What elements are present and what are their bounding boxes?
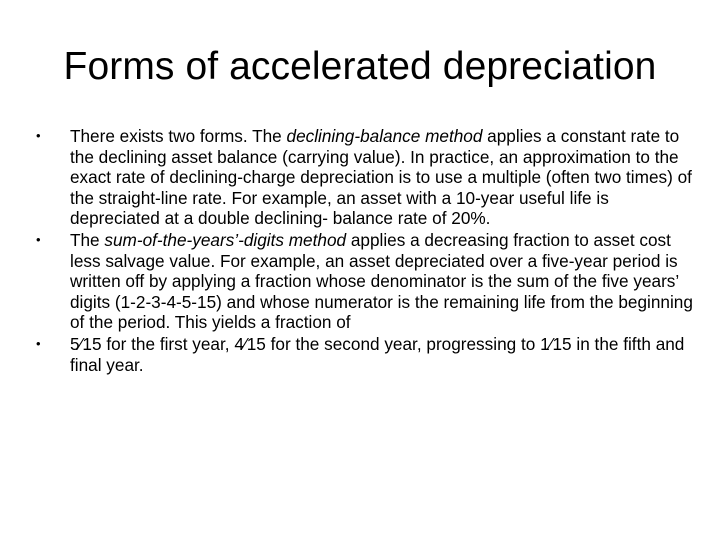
bullet-text-pre: The xyxy=(70,229,105,250)
bullet-icon: • xyxy=(36,335,41,351)
bullet-item-declining-balance xyxy=(36,126,696,229)
bullet-item-fractions xyxy=(36,334,696,375)
bullet-text-emphasis: sum-of-the-years’-digits method xyxy=(104,229,347,250)
bullet-text-pre: There exists two forms. The xyxy=(70,126,287,146)
bullet-text-pre: 5⁄15 for the first year, 4⁄15 for the second year, progressing to 1⁄15 in the fifth and final year. xyxy=(70,333,685,375)
bullet-text-post: applies a decreasing fraction to asset cost less salvage value. For example, an asset depreciated over a five-year period is written off by applying a fraction whose denominator is the sum of the five years’ digits (1-2-3-4-5-15) and whose numerator is the remaining life from the beginning of the period. This yields a fraction of xyxy=(70,229,693,333)
bullet-icon: • xyxy=(36,231,41,247)
bullet-icon: • xyxy=(36,128,41,143)
bullet-list xyxy=(36,126,696,376)
bullet-item-sum-of-years-digits xyxy=(36,230,696,333)
bullet-text-post: applies a constant rate to the declining asset balance (carrying value). In practice, an approximation to the exact rate of declining-charge depreciation is to use a multiple (often two times) of the straight-line rate. For example, an asset with a 10-year useful life is depreciated at a double declining- balance rate of 20%. xyxy=(70,126,692,229)
slide-title: Forms of accelerated depreciation xyxy=(63,45,657,88)
bullet-text-emphasis: declining-balance method xyxy=(286,126,483,146)
